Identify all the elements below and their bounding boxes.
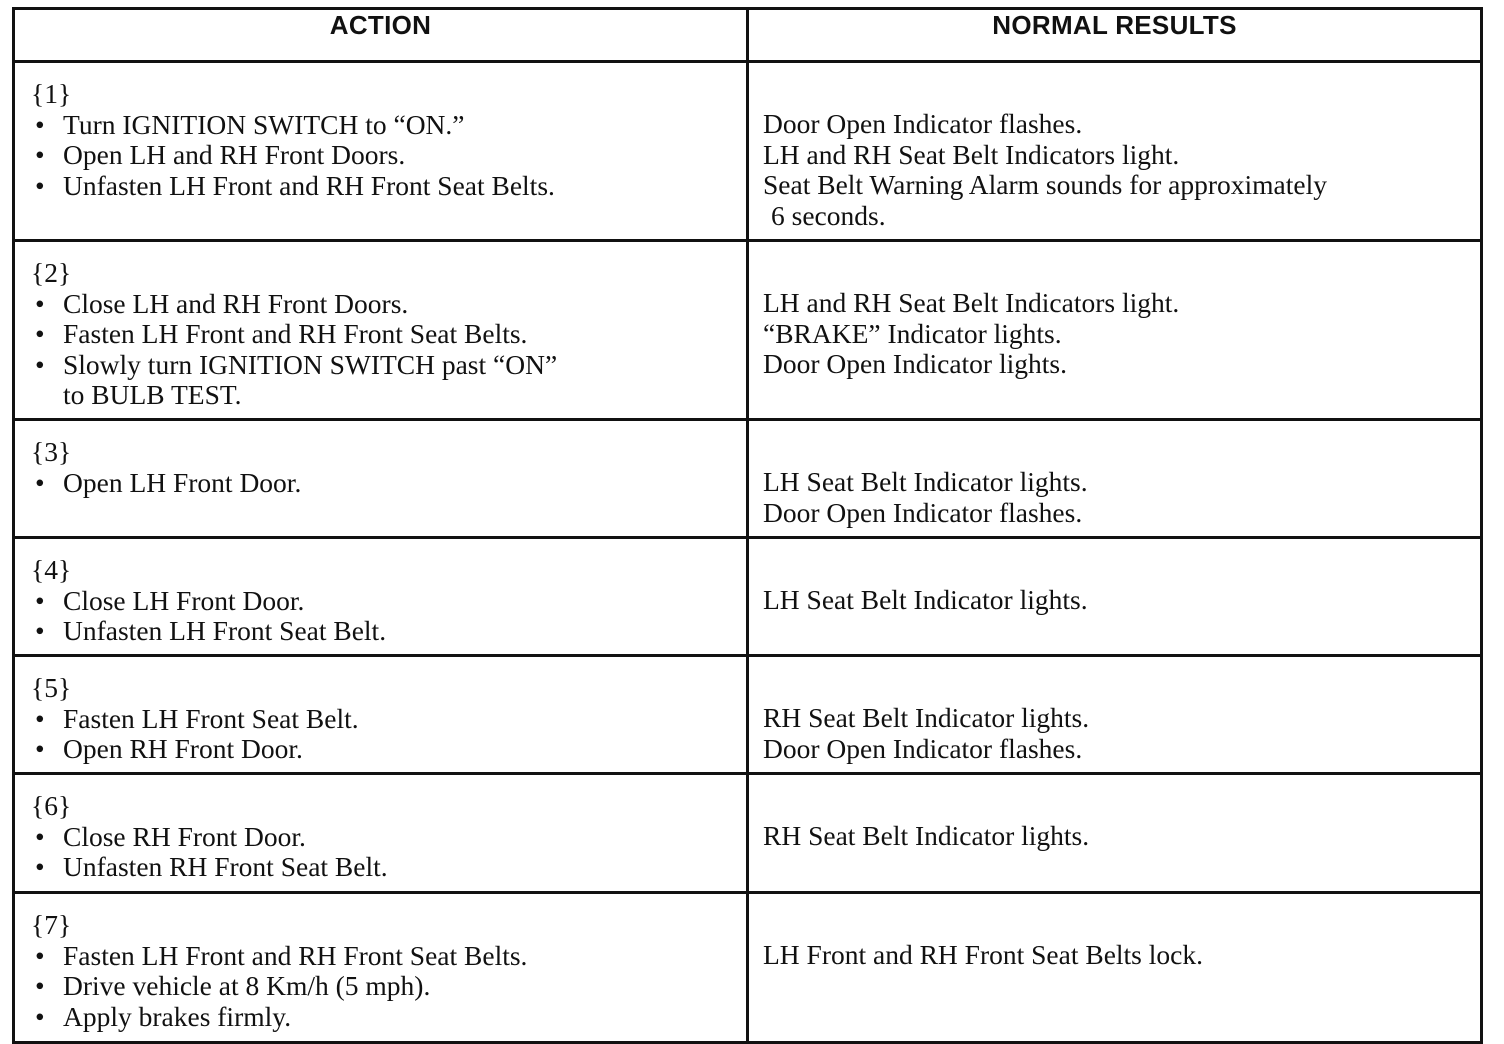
step-number: {4} xyxy=(31,554,72,585)
result-cell xyxy=(748,656,1482,774)
results-column-header: NORMAL RESULTS xyxy=(748,9,1482,62)
action-cell xyxy=(14,62,748,241)
step-number: {1} xyxy=(31,78,72,109)
action-item xyxy=(31,941,746,972)
action-cell xyxy=(14,241,748,420)
action-text: Open LH and RH Front Doors. xyxy=(63,139,406,170)
result-cell xyxy=(748,774,1482,893)
action-text: Unfasten RH Front Seat Belt. xyxy=(63,851,388,882)
table-row xyxy=(14,893,1482,1043)
action-item xyxy=(31,140,746,171)
test-procedure-sheet xyxy=(12,7,1480,1032)
result-line: RH Seat Belt Indicator lights. xyxy=(763,702,1090,733)
step-number: {7} xyxy=(31,909,72,940)
action-text: Turn IGNITION SWITCH to “ON.” xyxy=(63,108,465,140)
table-row xyxy=(14,420,1482,538)
step-number: {6} xyxy=(31,790,72,821)
result-line: LH Seat Belt Indicator lights. xyxy=(763,466,1088,497)
action-item xyxy=(31,319,746,350)
action-item xyxy=(31,110,746,141)
result-line: “BRAKE” Indicator lights. xyxy=(763,317,1062,349)
action-cell xyxy=(14,656,748,774)
bullet-icon: • xyxy=(35,733,45,764)
action-text: Close RH Front Door. xyxy=(63,820,306,852)
result-cell xyxy=(748,893,1482,1043)
action-text: Close LH and RH Front Doors. xyxy=(63,287,409,319)
result-line: Door Open Indicator flashes. xyxy=(763,108,1083,139)
result-cell xyxy=(748,538,1482,656)
action-text: Unfasten LH Front and RH Front Seat Belts. xyxy=(63,169,555,201)
action-item xyxy=(31,586,746,617)
action-text: Fasten LH Front and RH Front Seat Belts. xyxy=(63,939,528,971)
action-list xyxy=(31,289,746,411)
action-item xyxy=(31,1002,746,1033)
bullet-icon: • xyxy=(35,287,45,319)
action-column-header: ACTION xyxy=(14,9,748,62)
step-number: {3} xyxy=(31,436,72,467)
result-line: Door Open Indicator flashes. xyxy=(763,496,1083,528)
bullet-icon: • xyxy=(35,139,45,170)
action-list xyxy=(31,822,746,883)
action-list xyxy=(31,941,746,1033)
action-item xyxy=(31,289,746,320)
table-row xyxy=(14,241,1482,420)
result-line: LH and RH Seat Belt Indicators light. xyxy=(763,287,1180,318)
step-number: {5} xyxy=(31,672,72,703)
action-text: Fasten LH Front Seat Belt. xyxy=(63,702,359,734)
bullet-icon: • xyxy=(35,466,45,498)
bullet-icon: • xyxy=(35,348,45,380)
result-cell xyxy=(748,420,1482,538)
action-item xyxy=(31,350,746,411)
action-text: Apply brakes firmly. xyxy=(63,1000,292,1032)
seat-belt-check-table xyxy=(12,7,1483,1044)
action-text: Drive vehicle at 8 Km/h (5 mph). xyxy=(63,970,431,1001)
bullet-icon: • xyxy=(35,939,45,971)
action-list xyxy=(31,586,746,647)
action-list xyxy=(31,110,746,202)
bullet-icon: • xyxy=(35,820,45,852)
bullet-icon: • xyxy=(35,851,45,882)
action-text: Open RH Front Door. xyxy=(63,733,303,764)
action-cell xyxy=(14,420,748,538)
action-text: Open LH Front Door. xyxy=(63,466,302,498)
table-row xyxy=(14,656,1482,774)
action-item xyxy=(31,704,746,735)
action-list xyxy=(31,704,746,765)
result-cell xyxy=(748,62,1482,241)
result-line: LH Front and RH Front Seat Belts lock. xyxy=(763,939,1203,970)
table-row xyxy=(14,774,1482,893)
action-text: Fasten LH Front and RH Front Seat Belts. xyxy=(63,318,528,349)
bullet-icon: • xyxy=(35,702,45,734)
bullet-icon: • xyxy=(35,108,45,140)
bullet-icon: • xyxy=(35,584,45,616)
result-line: RH Seat Belt Indicator lights. xyxy=(763,820,1090,851)
table-row xyxy=(14,538,1482,656)
table-row xyxy=(14,62,1482,241)
bullet-icon: • xyxy=(35,318,45,349)
action-text: Close LH Front Door. xyxy=(63,584,305,616)
action-item xyxy=(31,822,746,853)
result-line: Door Open Indicator lights. xyxy=(763,348,1067,379)
action-list xyxy=(31,468,746,499)
step-number: {2} xyxy=(31,257,72,288)
result-line: LH Seat Belt Indicator lights. xyxy=(763,584,1088,615)
action-cell xyxy=(14,893,748,1043)
header-row xyxy=(14,9,1482,62)
result-line: LH and RH Seat Belt Indicators light. xyxy=(763,138,1180,170)
bullet-icon: • xyxy=(35,970,45,1001)
bullet-icon: • xyxy=(35,615,45,646)
action-text: Slowly turn IGNITION SWITCH past “ON” xyxy=(63,348,558,380)
action-item xyxy=(31,171,746,202)
action-item xyxy=(31,852,746,883)
bullet-icon: • xyxy=(35,169,45,201)
result-line: 6 seconds. xyxy=(771,199,886,231)
action-cell xyxy=(14,774,748,893)
result-line: Seat Belt Warning Alarm sounds for approximately xyxy=(763,169,1327,200)
result-cell xyxy=(748,241,1482,420)
bullet-icon: • xyxy=(35,1000,45,1032)
action-cell xyxy=(14,538,748,656)
result-line: Door Open Indicator flashes. xyxy=(763,732,1083,764)
action-item xyxy=(31,616,746,647)
action-item xyxy=(31,734,746,765)
action-text: Unfasten LH Front Seat Belt. xyxy=(63,615,387,646)
action-item xyxy=(31,971,746,1002)
action-continuation: to BULB TEST. xyxy=(63,379,242,410)
action-item xyxy=(31,468,746,499)
